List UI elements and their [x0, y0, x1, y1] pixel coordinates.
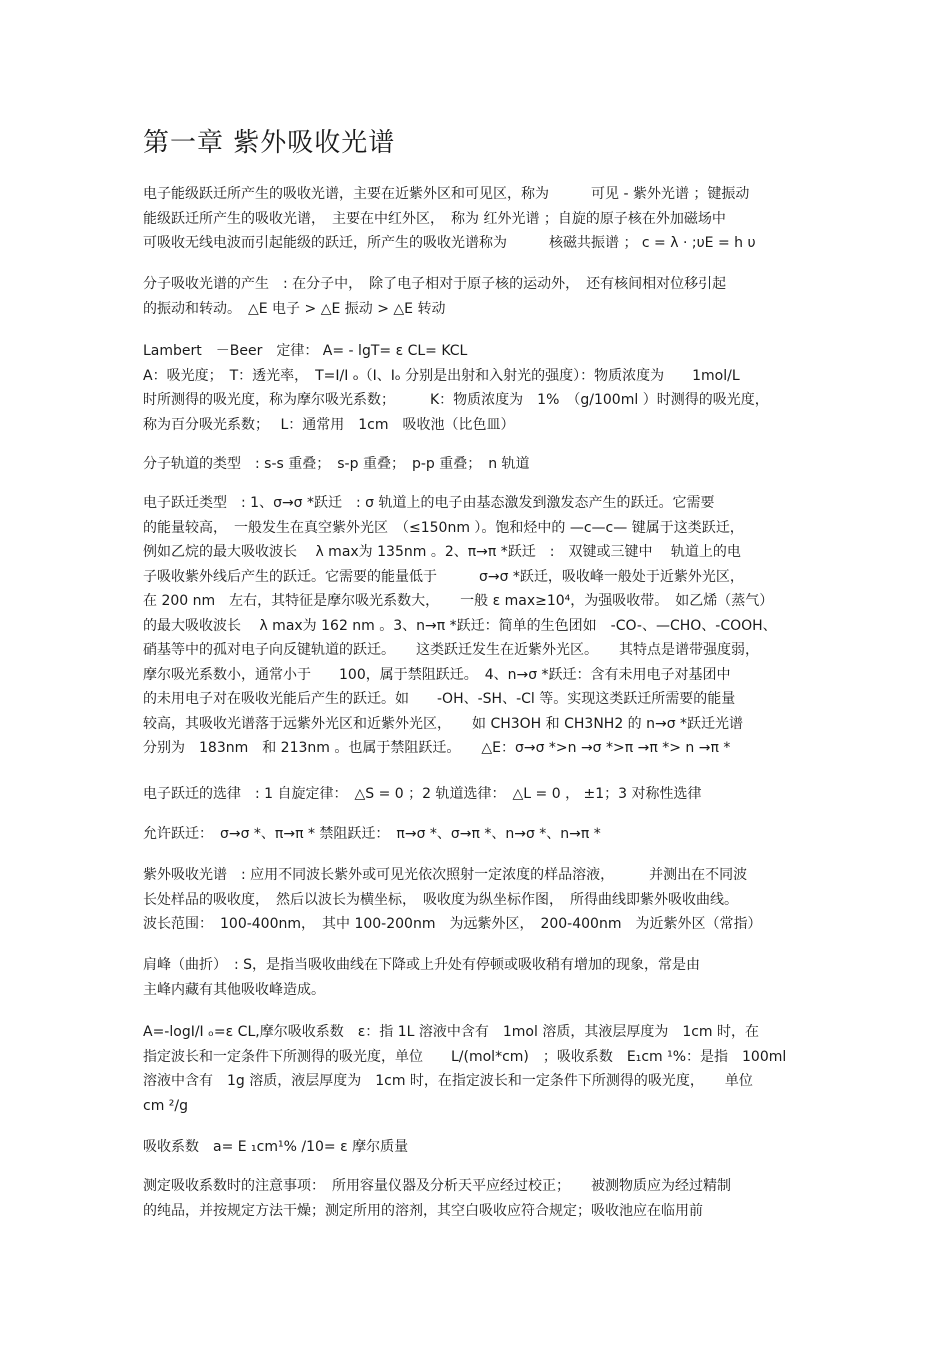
- paragraph-selection-rules: [143, 782, 811, 807]
- text-line: 紫外吸收光谱 : 应用不同波长紫外或可见光依次照射一定浓度的样品溶液， 并测出在不同波: [143, 867, 748, 883]
- text-line: 例如乙烷的最大吸收波长 λ max为 135nm 。2、π→π *跃迁 : 双键或三键中 轨道上的电: [143, 544, 741, 560]
- paragraph-orbital-types: [143, 452, 811, 477]
- text-line: 称为百分吸光系数； L：通常用 1cm 吸收池（比色皿）: [143, 416, 515, 433]
- paragraph-molecular-spectrum: [143, 272, 811, 321]
- paragraph-lambert-beer: [143, 339, 811, 437]
- text-line: 电子能级跃迁所产生的吸收光谱，主要在近紫外区和可见区，称为 可见 - 紫外光谱 ；键振动: [143, 186, 750, 202]
- text-line: 可吸收无线电波而引起能级的跃迁，所产生的吸收光谱称为 核磁共振谱 ； c = λ · ;υE = h υ: [143, 235, 756, 251]
- paragraph-absorption-coefficient: [143, 1020, 811, 1118]
- text-line: 主峰内藏有其他吸收峰造成。: [143, 981, 325, 998]
- paragraph-uv-spectrum: [143, 863, 811, 937]
- text-line: 摩尔吸光系数小，通常小于 100，属于禁阻跃迁。 4、n→σ *跃迁：含有未用电子对基团中: [143, 666, 731, 683]
- text-line: Lambert －Beer 定律： A= - lgT= ε CL= KCL: [143, 343, 468, 359]
- text-line: 允许跃迁： σ→σ *、π→π * 禁阻跃迁： π→σ *、σ→π *、n→σ *、n→π *: [143, 826, 601, 842]
- text-line: 较高，其吸收光谱落于远紫外光区和近紫外光区， 如 CH3OH 和 CH3NH2 的 n→σ *跃迁光谱: [143, 715, 744, 732]
- text-line: 硝基等中的孤对电子向反键轨道的跃迁。 这类跃迁发生在近紫外光区。 其特点是谱带强度弱，: [143, 642, 759, 658]
- text-line: 溶液中含有 1g 溶质，液层厚度为 1cm 时，在指定波长和一定条件下所测得的吸光度， 单位: [143, 1073, 753, 1089]
- text-line: 的振动和转动。 △E 电子 > △E 振动 > △E 转动: [143, 300, 446, 317]
- text-line: 分子吸收光谱的产生 : 在分子中， 除了电子相对于原子核的运动外， 还有核间相对位移引起: [143, 276, 727, 292]
- paragraph-notes: [143, 1174, 811, 1223]
- text-line: 在 200 nm 左右，其特征是摩尔吸光系数大， 一般 ε max≥10⁴，为强吸收带。 如乙烯（蒸气）: [143, 593, 774, 609]
- text-line: 电子跃迁类型 : 1、σ→σ *跃迁 : σ 轨道上的电子由基态激发到激发态产生的跃迁。它需要: [143, 495, 715, 511]
- text-line: 分子轨道的类型 : s-s 重叠； s-p 重叠； p-p 重叠； n 轨道: [143, 456, 530, 472]
- text-line: 时所测得的吸光度，称为摩尔吸光系数； K：物质浓度为 1% （g/100ml ）时测得的吸光度，: [143, 392, 769, 408]
- text-line: 吸收系数 a= E ₁cm¹% /10= ε 摩尔质量: [143, 1139, 409, 1155]
- paragraph-shoulder: [143, 953, 811, 1002]
- text-line: cm ²/g: [143, 1097, 189, 1114]
- text-line: 子吸收紫外线后产生的跃迁。它需要的能量低于 σ→σ *跃迁，吸收峰一般处于近紫外光区，: [143, 568, 744, 585]
- paragraph-coefficient-formula: [143, 1135, 811, 1160]
- text-line: 的最大吸收波长 λ max为 162 nm 。3、n→π *跃迁：简单的生色团如 -CO-、—CHO、-COOH、: [143, 617, 777, 634]
- paragraph-allowed-forbidden: [143, 822, 811, 847]
- text-line: 肩峰（曲折） : S，是指当吸收曲线在下降或上升处有停顿或吸收稍有增加的现象，常是由: [143, 957, 701, 973]
- paragraph-intro: [143, 182, 811, 256]
- text-line: A=-logI/I ₒ=ε CL,摩尔吸收系数 ε：指 1L 溶液中含有 1mol 溶质，其液层厚度为 1cm 时，在: [143, 1024, 760, 1040]
- paragraph-transition-types: [143, 491, 811, 761]
- text-line: 的能量较高， 一般发生在真空紫外光区 （≤150nm ）。饱和烃中的 —c—c— 键属于这类跃迁，: [143, 519, 744, 536]
- text-line: 测定吸收系数时的注意事项： 所用容量仪器及分析天平应经过校正； 被测物质应为经过精制: [143, 1178, 731, 1194]
- text-line: 的纯品，并按规定方法干燥；测定所用的溶剂，其空白吸收应符合规定；吸收池应在临用前: [143, 1202, 703, 1219]
- text-line: 波长范围： 100-400nm， 其中 100-200nm 为远紫外区， 200-400nm 为近紫外区（常指）: [143, 916, 762, 932]
- chapter-title: 第一章 紫外吸收光谱: [143, 128, 396, 158]
- text-line: 指定波长和一定条件下所测得的吸光度，单位 L/(mol*cm) ；吸收系数 E₁cm ¹%：是指 100ml: [143, 1048, 787, 1065]
- text-line: 分别为 183nm 和 213nm 。也属于禁阻跃迁。 △E：σ→σ *>n →σ *>π →π *> n →π *: [143, 740, 731, 756]
- text-line: 电子跃迁的选律 : 1 自旋定律： △S = 0 ；2 轨道选律： △L = 0 ， ±1；3 对称性选律: [143, 786, 702, 802]
- text-line: A：吸光度； T：透光率， T=I/I ₒ（I、Iₒ 分别是出射和入射光的强度）：物质浓度为 1mol/L: [143, 367, 740, 384]
- text-line: 长处样品的吸收度， 然后以波长为横坐标， 吸收度为纵坐标作图， 所得曲线即紫外吸收曲线。: [143, 891, 738, 908]
- text-line: 能级跃迁所产生的吸收光谱， 主要在中红外区， 称为 红外光谱 ；自旋的原子核在外加磁场中: [143, 210, 726, 227]
- text-line: 的未用电子对在吸收光能后产生的跃迁。如 -OH、-SH、-Cl 等。实现这类跃迁所需要的能量: [143, 691, 736, 707]
